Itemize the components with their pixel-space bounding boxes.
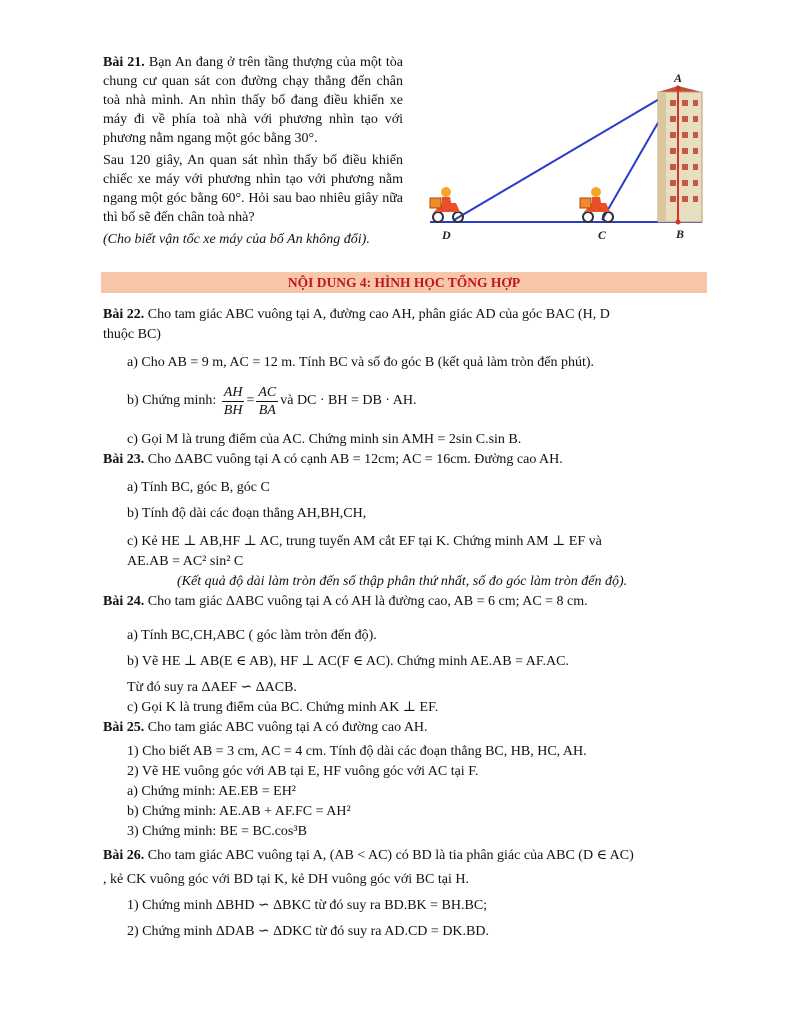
problem-25-label: Bài 25. [103,720,145,735]
problem-23-c: c) Kẻ HE ⊥ AB,HF ⊥ AC, trung tuyến AM cắt EF tại K. Chứng minh AM ⊥ EF và [127,534,602,549]
problem-22-intro-2: thuộc BC) [103,327,161,342]
problem-25-2: 2) Vẽ HE vuông góc với AB tại E, HF vuông góc với AC tại F. [127,764,479,779]
problem-21-text-1: Bạn An đang ở trên tầng thượng của một tòa chung cư quan sát con đường chạy thẳng đến chân toà nhà mình. An nhìn thấy bố đang điều khiển xe máy đi về phía toà nhà với phương nhìn tạo với phương nằm ngang một góc bằng 30°. [103,55,403,146]
problem-21-para-2: Sau 120 giây, An quan sát nhìn thấy bố điều khiển chiếc xe máy với phương nhìn tạo với phương nằm ngang một góc bằng 60°. Hỏi sau bao nhiêu giây nữa thì bố sẽ đến chân toà nhà? [103,153,403,225]
problem-25-a: a) Chứng minh: AE.EB = EH² [127,784,297,799]
problem-26-label: Bài 26. [103,848,145,863]
problem-22-b [103,381,709,421]
problem-22-b-prefix: b) Chứng minh: [127,393,217,408]
point-a [676,86,681,91]
frac2-num: AC [258,384,277,400]
problem-23-intro [103,450,709,470]
sight-line-30 [454,88,678,220]
problem-25-intro [103,718,709,738]
problem-24-c: c) Gọi K là trung điểm của BC. Chứng minh AK ⊥ EF. [127,700,439,715]
problem-22-b-suffix: và DC · BH = DB · AH. [280,393,417,408]
problems-content [103,305,709,942]
problem-24-intro-text: Cho tam giác ΔABC vuông tại A có AH là đường cao, AB = 6 cm; AC = 8 cm. [144,594,588,609]
problem-21-figure [412,72,712,244]
problem-22-intro-text: Cho tam giác ABC vuông tại A, đường cao AH, phân giác AD của góc BAC (H, D [144,307,610,322]
problem-21-para-1 [103,53,403,148]
problem-24-b-2: Từ đó suy ra ΔAEF ∽ ΔACB. [127,680,297,695]
section-title: NỘI DUNG 4: HÌNH HỌC TỔNG HỢP [101,272,707,293]
problem-25-b: b) Chứng minh: AE.AB + AF.FC = AH² [127,804,351,819]
problem-22-label: Bài 22. [103,307,145,322]
label-b: B [676,227,685,241]
problem-26-intro [103,846,709,866]
equals-sign: = [246,393,255,408]
motorbike-c-icon [580,187,613,222]
label-d: D [442,228,451,242]
problem-21-text [103,53,403,252]
problem-26-intro-text: Cho tam giác ABC vuông tại A, (AB < AC) có BD là tia phân giác của ABC (D ∈ AC) [144,848,634,863]
problem-23-b: b) Tính độ dài các đoạn thẳng AH,BH,CH, [127,506,367,521]
frac1-den: BH [223,402,243,418]
problem-21-label: Bài 21. [103,55,145,70]
problem-22-c: c) Gọi M là trung điểm của AC. Chứng minh sin AMH = 2sin C.sin B. [127,432,522,447]
problem-23-a: a) Tính BC, góc B, góc C [127,480,270,495]
problem-22-intro [103,305,709,325]
problem-24-intro [103,592,709,612]
problem-21-note: (Cho biết vận tốc xe máy của bố An không đổi). [103,232,370,247]
problem-24-label: Bài 24. [103,594,145,609]
problem-23-c-2: AE.AB = AC² sin² C [127,554,244,569]
problem-24-a: a) Tính BC,CH,ABC ( góc làm tròn đến độ). [127,628,377,643]
problem-23-intro-text: Cho ΔABC vuông tại A có cạnh AB = 12cm; AC = 16cm. Đường cao AH. [144,452,563,467]
problem-25-3: 3) Chứng minh: BE = BC.cos³B [127,824,307,839]
fraction-ac-ba [256,384,278,419]
problem-25-1: 1) Cho biết AB = 3 cm, AC = 4 cm. Tính độ dài các đoạn thẳng BC, HB, HC, AH. [127,744,587,759]
problem-25-intro-text: Cho tam giác ABC vuông tại A có đường cao AH. [144,720,428,735]
problem-23-note: (Kết quả độ dài làm tròn đến số thập phân thứ nhất, số đo góc làm tròn đến độ). [177,574,628,589]
problem-26-1: 1) Chứng minh ΔBHD ∽ ΔBKC từ đó suy ra BD.BK = BH.BC; [127,898,488,913]
label-a: A [674,72,683,85]
frac1-num: AH [223,384,243,400]
fraction-ah-bh [222,384,245,419]
frac2-den: BA [258,402,276,418]
label-c: C [598,228,607,242]
problem-22-a: a) Cho AB = 9 m, AC = 12 m. Tính BC và số đo góc B (kết quả làm tròn đến phút). [127,355,595,370]
problem-26-2: 2) Chứng minh ΔDAB ∽ ΔDKC từ đó suy ra AD.CD = DK.BD. [127,924,489,939]
point-b [676,220,681,225]
problem-24-b: b) Vẽ HE ⊥ AB(E ∈ AB), HF ⊥ AC(F ∈ AC). Chứng minh AE.AB = AF.AC. [127,654,569,669]
problem-26-intro-2: , kẻ CK vuông góc với BD tại K, kẻ DH vuông góc với BC tại H. [103,872,469,887]
problem-23-label: Bài 23. [103,452,145,467]
building-icon [658,86,702,222]
